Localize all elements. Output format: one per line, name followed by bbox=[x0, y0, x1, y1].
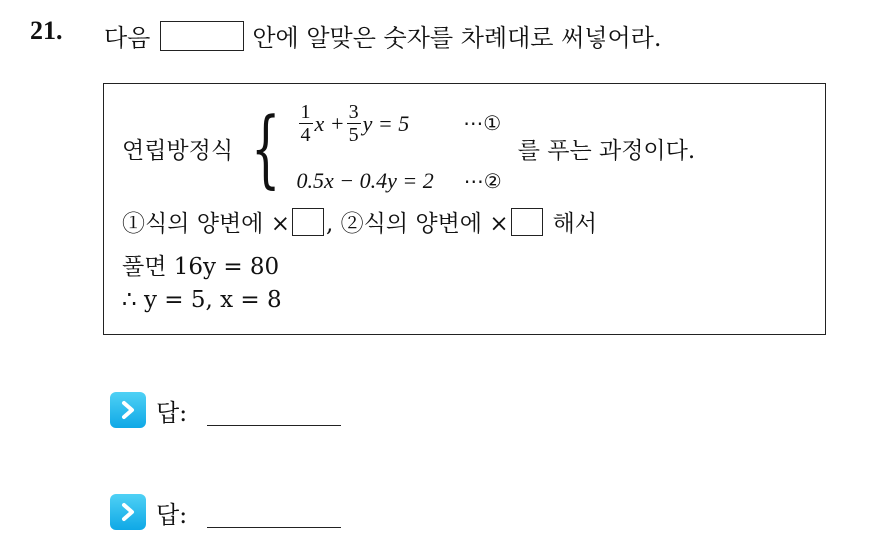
answer-label: 답: bbox=[156, 500, 188, 529]
question-blank-box bbox=[160, 21, 244, 51]
answer-input-line[interactable] bbox=[207, 497, 341, 528]
equation-2 bbox=[297, 168, 502, 194]
system-line bbox=[122, 98, 695, 198]
equation-2-text: 0.5x − 0.4y = 2 bbox=[296, 168, 434, 193]
equation-1-mid: x + bbox=[314, 110, 345, 136]
multiply-text-2: , ②식의 양변에 × bbox=[325, 211, 509, 237]
equation-1-tag: ⋯① bbox=[463, 113, 502, 135]
system-brace: { bbox=[251, 99, 281, 197]
answer-label: 답: bbox=[156, 398, 188, 427]
chevron-right-icon bbox=[110, 392, 146, 428]
answer-row-1 bbox=[110, 392, 341, 428]
equations bbox=[297, 102, 502, 194]
blank-box-1 bbox=[292, 208, 324, 236]
equation-2-tag: ⋯② bbox=[463, 170, 502, 193]
multiply-text-1: ①식의 양변에 × bbox=[122, 211, 290, 237]
question-text-before: 다음 bbox=[104, 24, 151, 52]
answer-row-2 bbox=[110, 494, 341, 530]
solve-line: 풀면 16y = 80 bbox=[122, 254, 280, 280]
fraction-2 bbox=[347, 102, 361, 145]
system-intro: 연립방정식 bbox=[122, 137, 234, 164]
multiply-line bbox=[122, 205, 597, 238]
fraction-2-denominator: 5 bbox=[348, 124, 359, 146]
blank-box-2 bbox=[511, 208, 543, 236]
chevron-right-icon bbox=[110, 494, 146, 530]
system-outro: 를 푸는 과정이다. bbox=[517, 137, 696, 164]
answer-input-line[interactable] bbox=[207, 395, 341, 426]
question-number: 21. bbox=[30, 16, 63, 45]
question-text-after: 안에 알맞은 숫자를 차례대로 써넣어라. bbox=[252, 24, 662, 52]
fraction-2-numerator: 3 bbox=[348, 101, 359, 123]
result-line: ∴ y = 5, x = 8 bbox=[122, 287, 282, 313]
fraction-1-numerator: 1 bbox=[300, 101, 311, 123]
equation-1-tail: y = 5 bbox=[362, 110, 410, 136]
question-text bbox=[104, 18, 661, 53]
fraction-1-denominator: 4 bbox=[300, 124, 311, 146]
multiply-text-3: 해서 bbox=[552, 211, 598, 237]
fraction-1 bbox=[299, 102, 313, 145]
equation-1 bbox=[297, 102, 502, 145]
